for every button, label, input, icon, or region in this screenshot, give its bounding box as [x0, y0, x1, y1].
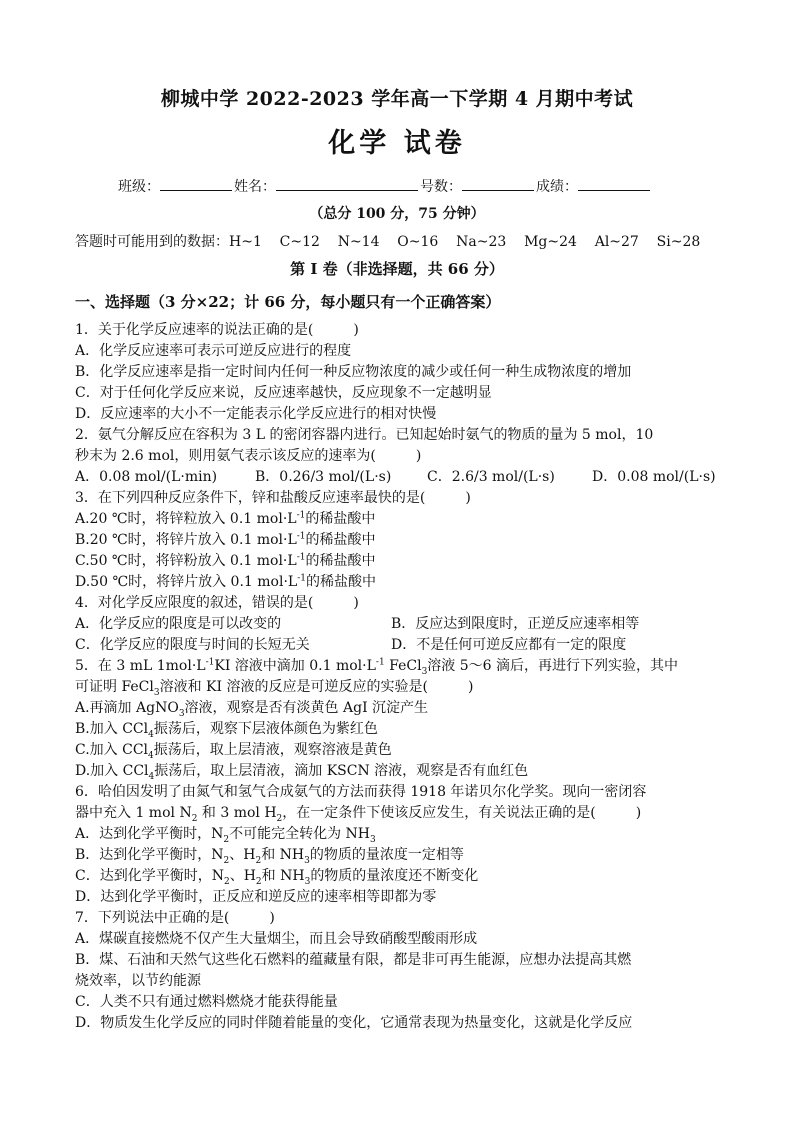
name-field[interactable]: [276, 176, 418, 191]
question-6-stem-line2: 器中充入 1 mol $N_2$ 和 3 mol $H_2$，在一定条件下使该反应发生，有关说法正确的是( ): [75, 805, 642, 824]
question-6-option-c: C．达到化学平衡时，$N_2$、$H_2$和 $NH_3$的物质的量浓度还不断变化: [75, 868, 479, 887]
number-label: 号数：: [420, 179, 462, 195]
question-6-stem-line1: 6．哈伯因发明了由氮气和氢气合成氨气的方法而获得 1918 年诺贝尔化学奖。现向一密闭容: [75, 784, 647, 800]
question-3-option-b: B.20 ℃时，将锌片放入 0.1 $mol\cdot L^{-1}$的稀盐酸中: [75, 531, 376, 548]
question-7-stem: 7．下列说法中正确的是( ): [75, 910, 275, 926]
question-5-option-b: B.加入 CCl$_4$振荡后，观察下层液体颜色为紫红色: [75, 721, 378, 740]
section-one-heading: 一、选择题（3 分×22；计 66 分，每小题只有一个正确答案）: [75, 293, 501, 311]
exam-subtitle: 化学 试卷: [328, 128, 466, 159]
class-label: 班级：: [118, 179, 160, 195]
atomic-mass-data: 答题时可能用到的数据：H~1 C~12 N~14 O~16 Na~23 Mg~24 Al~27 Si~28: [75, 234, 701, 250]
question-5-stem-line2: 可证明 FeCl$_3$溶液和 KI 溶液的反应是可逆反应的实验是( ): [75, 679, 474, 698]
part-one-heading: 第 I 卷（非选择题，共 66 分）: [290, 260, 504, 278]
class-field[interactable]: [160, 176, 232, 191]
score-label: 成绩：: [536, 179, 578, 195]
question-2-option-c: C．2.6/3 mol/(L·s): [427, 469, 555, 485]
question-5-option-c: C.加入 CCl$_4$振荡后，取上层清液，观察溶液是黄色: [75, 742, 392, 761]
question-3-stem: 3．在下列四种反应条件下，锌和盐酸反应速率最快的是( ): [75, 490, 471, 506]
question-4-option-d: D．不是任何可逆反应都有一定的限度: [391, 637, 627, 653]
question-2-option-a: A．0.08 mol/(L·min): [75, 469, 218, 485]
question-6-option-d: D．达到化学平衡时，正反应和逆反应的速率相等即都为零: [75, 889, 437, 905]
name-label: 姓名：: [234, 179, 276, 195]
question-6-option-a: A．达到化学平衡时，$N_2$不可能完全转化为 $NH_3$: [75, 826, 376, 845]
question-7-option-b-line2: 烧效率，以节约能源: [75, 973, 201, 989]
question-4-option-c: C．化学反应的限度与时间的长短无关: [75, 637, 310, 653]
exam-title: 柳城中学 2022-2023 学年高一下学期 4 月期中考试: [160, 88, 634, 110]
question-7-option-d: D．物质发生化学反应的同时伴随着能量的变化，它通常表现为热量变化，这就是化学反应: [75, 1015, 633, 1031]
total-score-note: （总分 100 分，75 分钟）: [309, 206, 485, 222]
question-3-option-a: A.20 ℃时，将锌粒放入 0.1 $mol\cdot L^{-1}$的稀盐酸中: [75, 510, 376, 527]
question-5-option-d: D.加入 CCl$_4$振荡后，取上层清液，滴加 KSCN 溶液，观察是否有血红色: [75, 763, 529, 782]
question-1-option-c: C．对于任何化学反应来说，反应速率越快，反应现象不一定越明显: [75, 385, 492, 401]
question-4-option-b: B．反应达到限度时，正逆反应速率相等: [391, 616, 640, 632]
question-7-option-c: C．人类不只有通过燃料燃烧才能获得能量: [75, 994, 338, 1010]
question-3-option-c: C.50 ℃时，将锌粉放入 0.1 $mol\cdot L^{-1}$的稀盐酸中: [75, 552, 376, 569]
question-4-option-a: A．化学反应的限度是可以改变的: [75, 616, 282, 632]
question-1-option-d: D．反应速率的大小不一定能表示化学反应进行的相对快慢: [75, 406, 437, 422]
number-field[interactable]: [462, 176, 534, 191]
question-4-stem: 4．对化学反应限度的叙述，错误的是( ): [75, 595, 359, 611]
question-1-option-b: B．化学反应速率是指一定时间内任何一种反应物浓度的减少或任何一种生成物浓度的增加: [75, 364, 632, 380]
question-2-option-b: B．0.26/3 mol/(L·s): [255, 469, 392, 485]
score-field[interactable]: [578, 176, 650, 191]
question-5-option-a: A.再滴加 AgNO$_3$溶液，观察是否有淡黄色 AgI 沉淀产生: [75, 700, 429, 719]
question-1-stem: 1．关于化学反应速率的说法正确的是( ): [75, 322, 359, 338]
question-3-option-d: D.50 ℃时，将锌片放入 0.1 $mol\cdot L^{-1}$的稀盐酸中: [75, 573, 376, 590]
question-7-option-b-line1: B．煤、石油和天然气这些化石燃料的蕴藏量有限，都是非可再生能源，应想办法提高其燃: [75, 952, 632, 968]
question-2-stem-line1: 2．氨气分解反应在容积为 3 L 的密闭容器内进行。已知起始时氨气的物质的量为 5 mol，10: [75, 427, 654, 443]
question-5-stem-line1: 5．在 3 mL $1mol\cdot L^{-1}KI$ 溶液中滴加 0.1 $mol\cdot L^{-1}$ FeCl$_3$溶液 5～6 滴后，再进行下列实验，其中: [75, 657, 679, 677]
question-1-option-a: A．化学反应速率可表示可逆反应进行的程度: [75, 343, 352, 359]
student-info-row: [118, 176, 652, 196]
question-7-option-a: A．煤碳直接燃烧不仅产生大量烟尘，而且会导致硝酸型酸雨形成: [75, 931, 478, 947]
question-2-stem-line2: 秒末为 2.6 mol，则用氨气表示该反应的速率为( ): [75, 448, 422, 464]
question-2-option-d: D．0.08 mol/(L·s): [592, 469, 716, 485]
question-6-option-b: B．达到化学平衡时，$N_2$、$H_2$和 $NH_3$的物质的量浓度一定相等: [75, 847, 464, 866]
